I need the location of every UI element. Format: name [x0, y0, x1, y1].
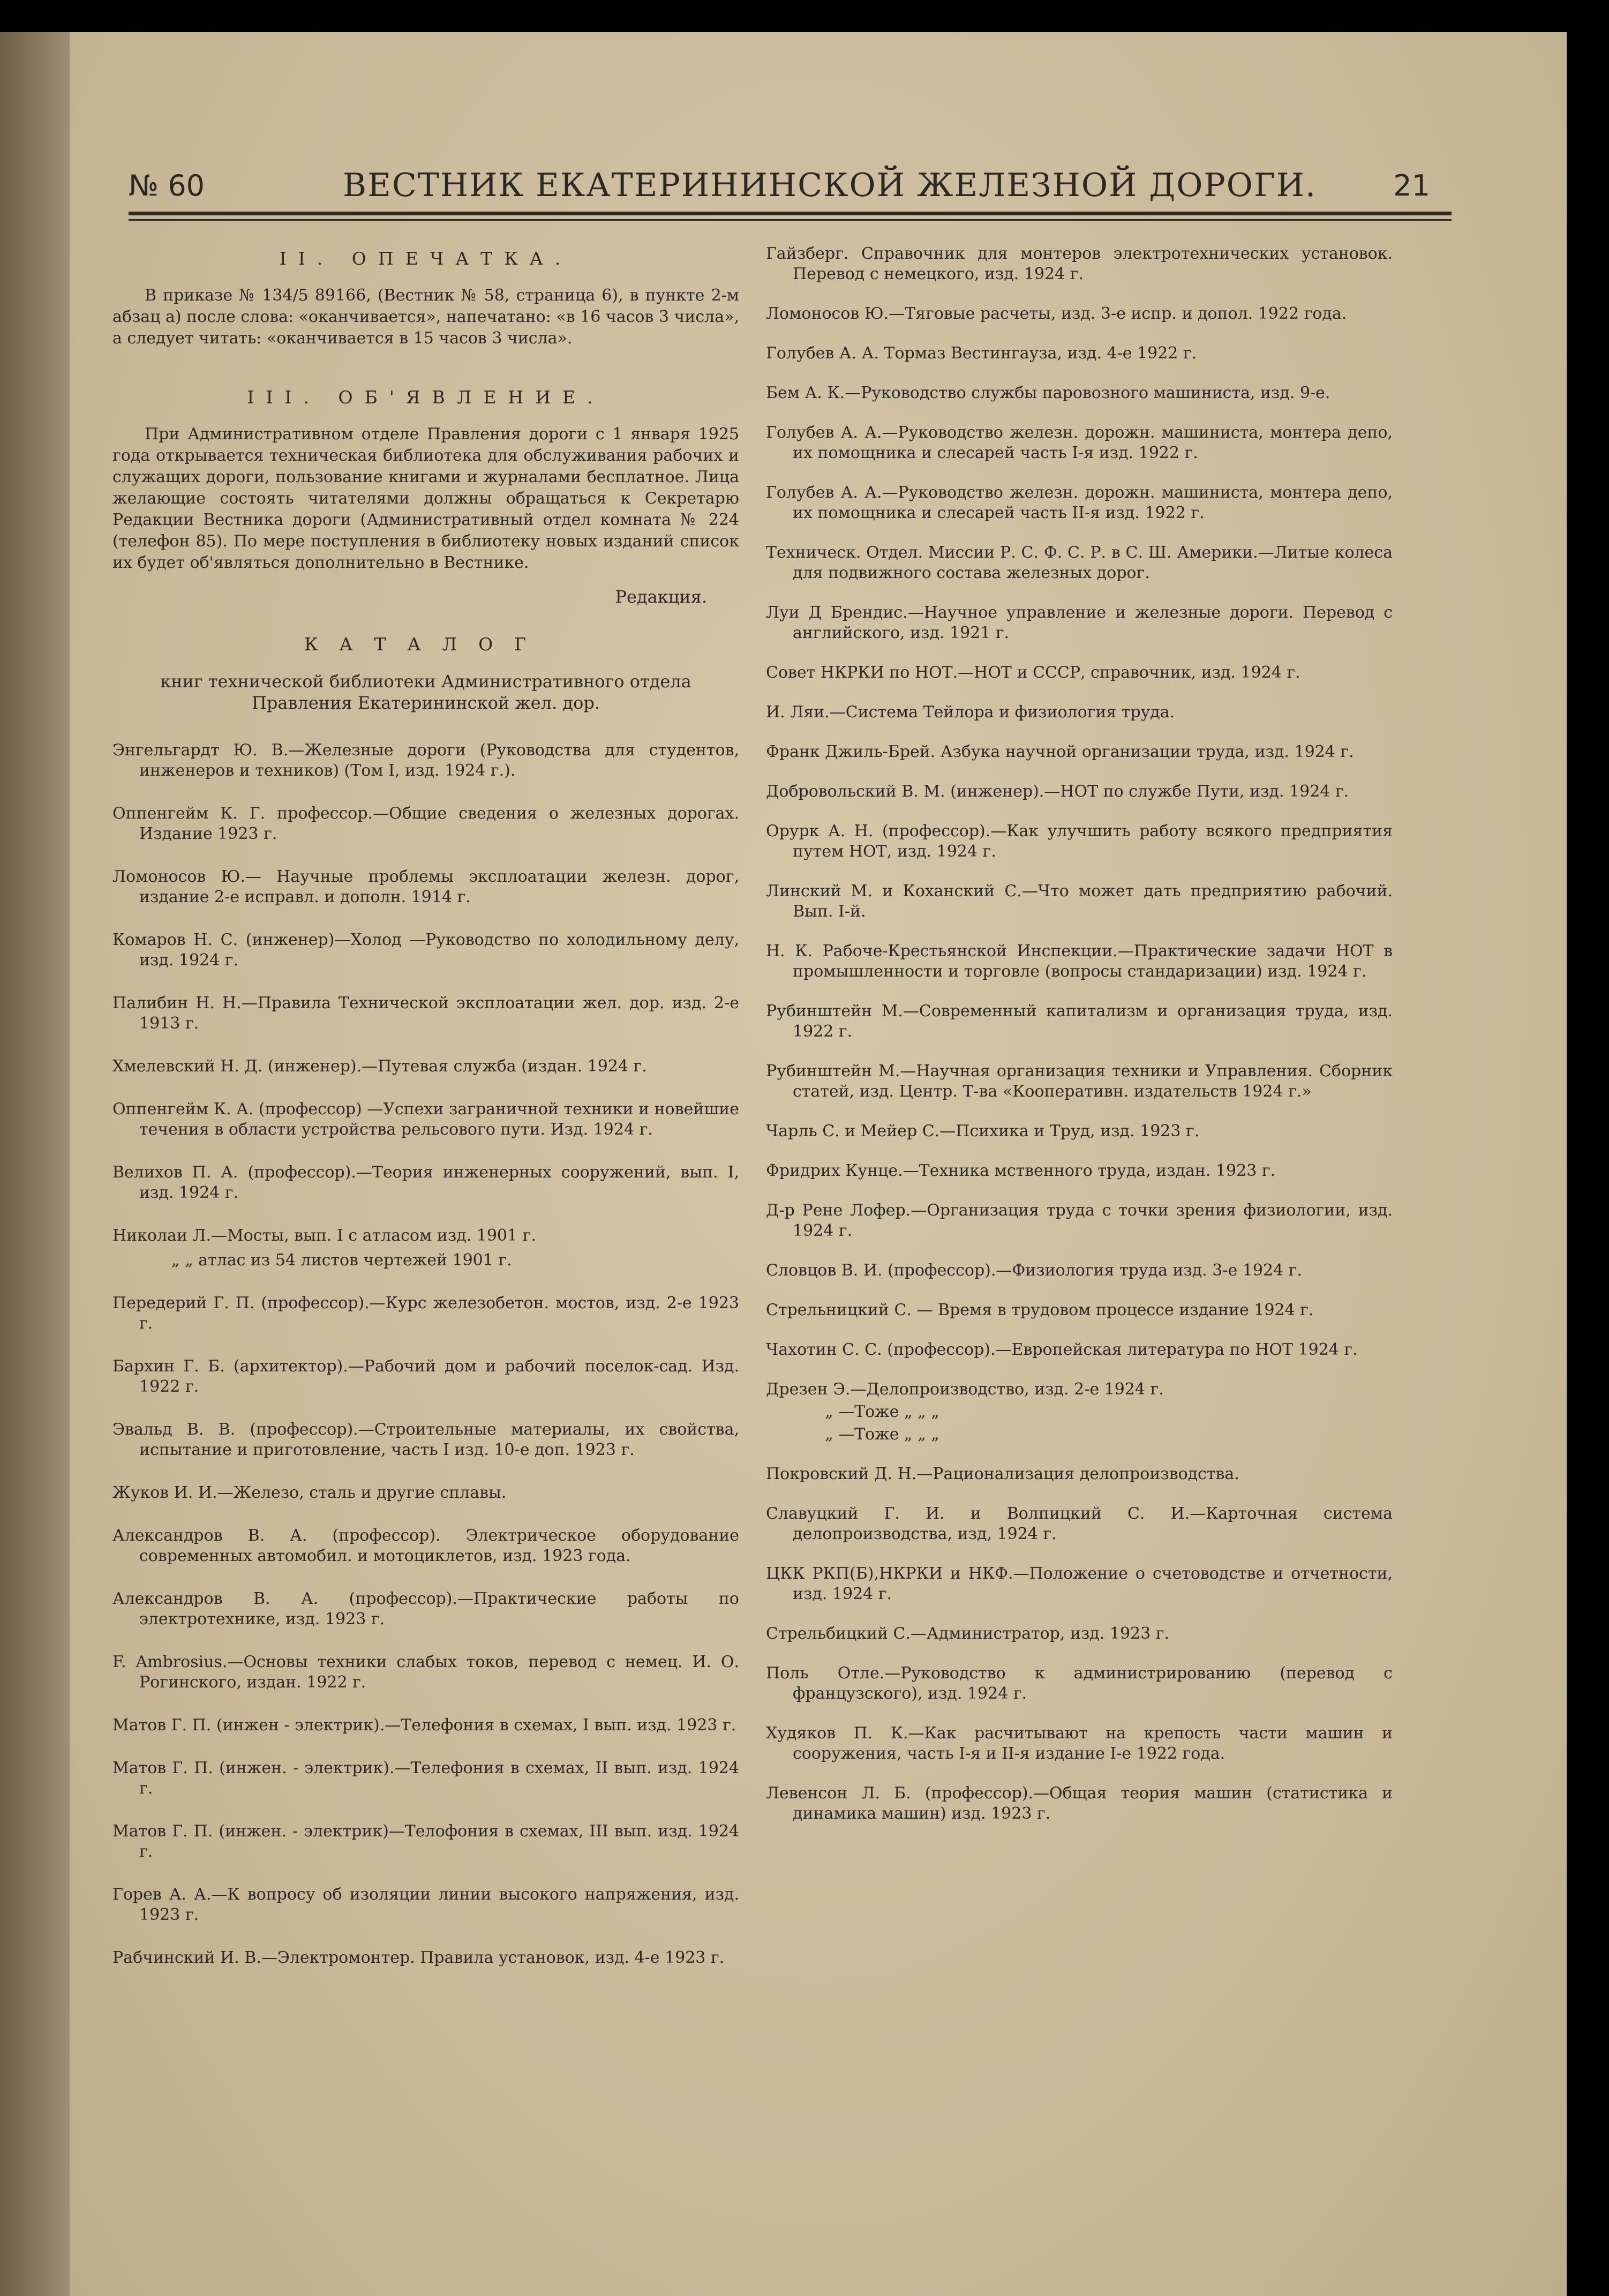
- catalog-entry: Гайзберг. Справочник для монтеров электротехнических установок. Перевод с немецкого, изд. 1924 г.: [766, 244, 1393, 283]
- catalog-entry: Орурк А. Н. (профессор).—Как улучшить работу всякого предприятия путем НОТ, изд. 1924 г.: [766, 822, 1393, 861]
- announcement-text: При Административном отделе Правления дороги с 1 января 1925 года открывается техническая библиотека для обслуживания рабочих и служащих дороги, пользование книгами и журналами бесплатное. Лица желающие состоять читателями должны обращаться к Секретарю Редакции Вестника дороги (Административный отдел комната № 224 (телефон 85). По мере поступления в библиотеку новых изданий список их будет об'являться дополнительно в Вестнике.: [112, 425, 739, 572]
- errata-title: II. ОПЕЧАТКА.: [279, 248, 573, 269]
- catalog-entry: Покровский Д. Н.—Рационализация делопроизводства.: [766, 1465, 1239, 1483]
- catalog-entry: Стрельницкий С. — Время в трудовом процессе издание 1924 г.: [766, 1301, 1314, 1319]
- right-column: [766, 244, 1393, 1843]
- header-rule-thin: [129, 219, 1452, 221]
- catalog-entry: Рубинштейн М.—Современный капитализм и организация труда, изд. 1922 г.: [766, 1002, 1393, 1041]
- left-column: [112, 244, 739, 1991]
- catalog-entry: Добровольский В. М. (инженер).—НОТ по службе Пути, изд. 1924 г.: [766, 782, 1349, 801]
- publication-title: ВЕСТНИК ЕКАТЕРИНИНСКОЙ ЖЕЛЕЗНОЙ ДОРОГИ.: [343, 167, 1317, 204]
- catalog-entry: Рабчинский И. В.—Электромонтер. Правила установок, изд. 4-е 1923 г.: [112, 1948, 725, 1967]
- catalog-subline: „ „ атлас из 54 листов чертежей 1901 г.: [171, 1251, 512, 1270]
- catalog-entry: Стрельбицкий С.—Администратор, изд. 1923 г.: [766, 1624, 1169, 1643]
- catalog-entry: F. Ambrosius.—Основы техники слабых токов, перевод с немец. И. О. Рогинского, издан. 1922 г.: [112, 1653, 739, 1692]
- catalog-entry: Энгельгардт Ю. В.—Железные дороги (Руководства для студентов, инженеров и техников) (Том I, изд. 1924 г.).: [112, 741, 739, 780]
- catalog-entry: Худяков П. К.—Как расчитывают на крепость части машин и сооружения, часть I-я и II-я издание I-е 1922 года.: [766, 1724, 1393, 1763]
- catalog-entry: ЦКК РКП(Б),НКРКИ и НКФ.—Положение о счетоводстве и отчетности, изд. 1924 г.: [766, 1564, 1393, 1603]
- catalog-entry-continuation: [766, 1424, 1393, 1445]
- catalog-entry: Н. К. Рабоче-Крестьянской Инспекции.—Практические задачи НОТ в промышленности и торговле (вопросы стандаризации) изд. 1924 г.: [766, 942, 1393, 981]
- catalog-entry: Бем А. К.—Руководство службы паровозного машиниста, изд. 9-е.: [766, 384, 1330, 402]
- catalog-entry: Голубев А. А.—Руководство железн. дорожн. машиниста, монтера депо, их помощника и слесарей часть I-я изд. 1922 г.: [766, 423, 1393, 462]
- catalog-entry: Д-р Рене Лофер.—Организация труда с точки зрения физиологии, изд. 1924 г.: [766, 1201, 1393, 1240]
- catalog-entry: Фридрих Кунце.—Техника мственного труда, издан. 1923 г.: [766, 1161, 1276, 1180]
- catalog-entry: Александров В. А. (профессор).—Практические работы по электротехнике, изд. 1923 г.: [112, 1589, 739, 1629]
- header-rule: [129, 212, 1452, 215]
- issue-number: № 60: [129, 169, 205, 202]
- catalog-entry: Техническ. Отдел. Миссии Р. С. Ф. С. Р. в С. Ш. Америки.—Литые колеса для подвижного состава железных дорог.: [766, 543, 1393, 582]
- catalog-entry: Поль Отле.—Руководство к администрированию (перевод с французского), изд. 1924 г.: [766, 1664, 1393, 1703]
- catalog-entry: Ломоносов Ю.— Научные проблемы эксплоатации железн. дорог, издание 2-е исправл. и дополн. 1914 г.: [112, 867, 739, 906]
- catalog-entry: Хмелевский Н. Д. (инженер).—Путевая служба (издан. 1924 г.: [112, 1057, 647, 1076]
- announcement-title: III. ОБ'ЯВЛЕНИЕ.: [247, 387, 605, 408]
- catalog-subtitle: книг технической библиотеки Административного отдела Правления Екатерининской жел. дор.: [160, 671, 691, 713]
- catalog-entry-continuation: [112, 1250, 739, 1271]
- catalog-subline: „ —Тоже „ „ „: [825, 1402, 939, 1421]
- catalog-entry: Жуков И. И.—Железо, сталь и другие сплавы.: [112, 1483, 507, 1502]
- catalog-entry: Левенсон Л. Б. (профессор).—Общая теория машин (статистика и динамика машин) изд. 1923 г.: [766, 1784, 1393, 1823]
- catalog-entry: Чарль С. и Мейер С.—Психика и Труд, изд. 1923 г.: [766, 1122, 1200, 1141]
- catalog-entry: Комаров Н. С. (инженер)—Холод —Руководство по холодильному делу, изд. 1924 г.: [112, 931, 739, 970]
- catalog-entry: Славуцкий Г. И. и Волпицкий С. И.—Карточная система делопроизводства, изд, 1924 г.: [766, 1504, 1393, 1543]
- catalog-entry-continuation: [766, 1402, 1393, 1422]
- page-header: [129, 153, 1452, 228]
- catalog-entry: Совет НКРКИ по НОТ.—НОТ и СССР, справочник, изд. 1924 г.: [766, 663, 1300, 682]
- catalog-entry: Рубинштейн М.—Научная организация техники и Управления. Сборник статей, изд. Центр. Т-ва «Кооперативн. издательств 1924 г.»: [766, 1062, 1393, 1101]
- catalog-entry: Дрезен Э.—Делопроизводство, изд. 2-е 1924 г.: [766, 1380, 1164, 1399]
- catalog-entry: Оппенгейм К. А. (профессор) —Успехи заграничной техники и новейшие течения в области устройства рельсового пути. Изд. 1924 г.: [112, 1100, 739, 1139]
- catalog-entry: Палибин Н. Н.—Правила Технической эксплоатации жел. дор. изд. 2-е 1913 г.: [112, 994, 739, 1033]
- catalog-entry: Бархин Г. Б. (архитектор).—Рабочий дом и рабочий поселок-сад. Изд. 1922 г.: [112, 1357, 739, 1396]
- page-number: 21: [1393, 169, 1430, 202]
- catalog-entry: Александров В. А. (профессор). Электрическое оборудование современных автомобил. и мотоциклетов, изд. 1923 года.: [112, 1526, 739, 1565]
- catalog-entry: Чахотин С. С. (профессор).—Европейская литература по НОТ 1924 г.: [766, 1340, 1358, 1359]
- catalog-entry: Эвальд В. В. (профессор).—Строительные материалы, их свойства, испытание и приготовление, часть I изд. 10-е доп. 1923 г.: [112, 1420, 739, 1459]
- catalog-entry: Матов Г. П. (инжен. - электрик)—Телофония в схемах, III вып. изд. 1924 г.: [112, 1822, 739, 1861]
- catalog-entry: Голубев А. А.—Руководство железн. дорожн. машиниста, монтера депо, их помощника и слесарей часть II-я изд. 1922 г.: [766, 483, 1393, 522]
- newspaper-page: [70, 32, 1567, 2296]
- catalog-entry: Матов Г. П. (инжен. - электрик).—Телефония в схемах, II вып. изд. 1924 г.: [112, 1759, 739, 1798]
- book-spine-edge: [0, 32, 72, 2296]
- catalog-entry: Матов Г. П. (инжен - электрик).—Телефония в схемах, I вып. изд. 1923 г.: [112, 1716, 736, 1735]
- catalog-entry: Передерий Г. П. (профессор).—Курс железобетон. мостов, изд. 2-е 1923 г.: [112, 1294, 739, 1333]
- announcement-signature: Редакция.: [615, 587, 707, 607]
- catalog-entry: Словцов В. И. (профессор).—Физиология труда изд. 3-е 1924 г.: [766, 1261, 1302, 1280]
- catalog-entry: Оппенгейм К. Г. профессор.—Общие сведения о железных дорогах. Издание 1923 г.: [112, 804, 739, 843]
- catalog-entry: Франк Джиль-Брей. Азбука научной организации труда, изд. 1924 г.: [766, 742, 1354, 761]
- catalog-entry: Николаи Л.—Мосты, вып. I с атласом изд. 1901 г.: [112, 1226, 536, 1245]
- catalog-entry: Горев А. А.—К вопросу об изоляции линии высокого напряжения, изд. 1923 г.: [112, 1885, 739, 1924]
- catalog-title: КАТАЛОГ: [304, 634, 547, 655]
- catalog-entry: Луи Д Брендис.—Научное управление и железные дороги. Перевод с английского, изд. 1921 г.: [766, 603, 1393, 642]
- catalog-entry: Ломоносов Ю.—Тяговые расчеты, изд. 3-е испр. и допол. 1922 года.: [766, 304, 1347, 323]
- catalog-entry: Линский М. и Коханский С.—Что может дать предприятию рабочий. Вып. I-й.: [766, 882, 1393, 921]
- catalog-entry: Велихов П. А. (профессор).—Теория инженерных сооружений, вып. I, изд. 1924 г.: [112, 1163, 739, 1202]
- catalog-subline: „ —Тоже „ „ „: [825, 1425, 939, 1444]
- catalog-entry: Голубев А. А. Тормаз Вестингауза, изд. 4-е 1922 г.: [766, 344, 1197, 363]
- catalog-entry: И. Ляи.—Система Тейлора и физиология труда.: [766, 703, 1175, 722]
- errata-text: В приказе № 134/5 89166, (Вестник № 58, страница 6), в пункте 2-м абзац а) после слова: «оканчивается», напечатано: «в 16 часов 3 числа», а следует читать: «оканчивается в 15 часов 3 числа».: [112, 286, 739, 348]
